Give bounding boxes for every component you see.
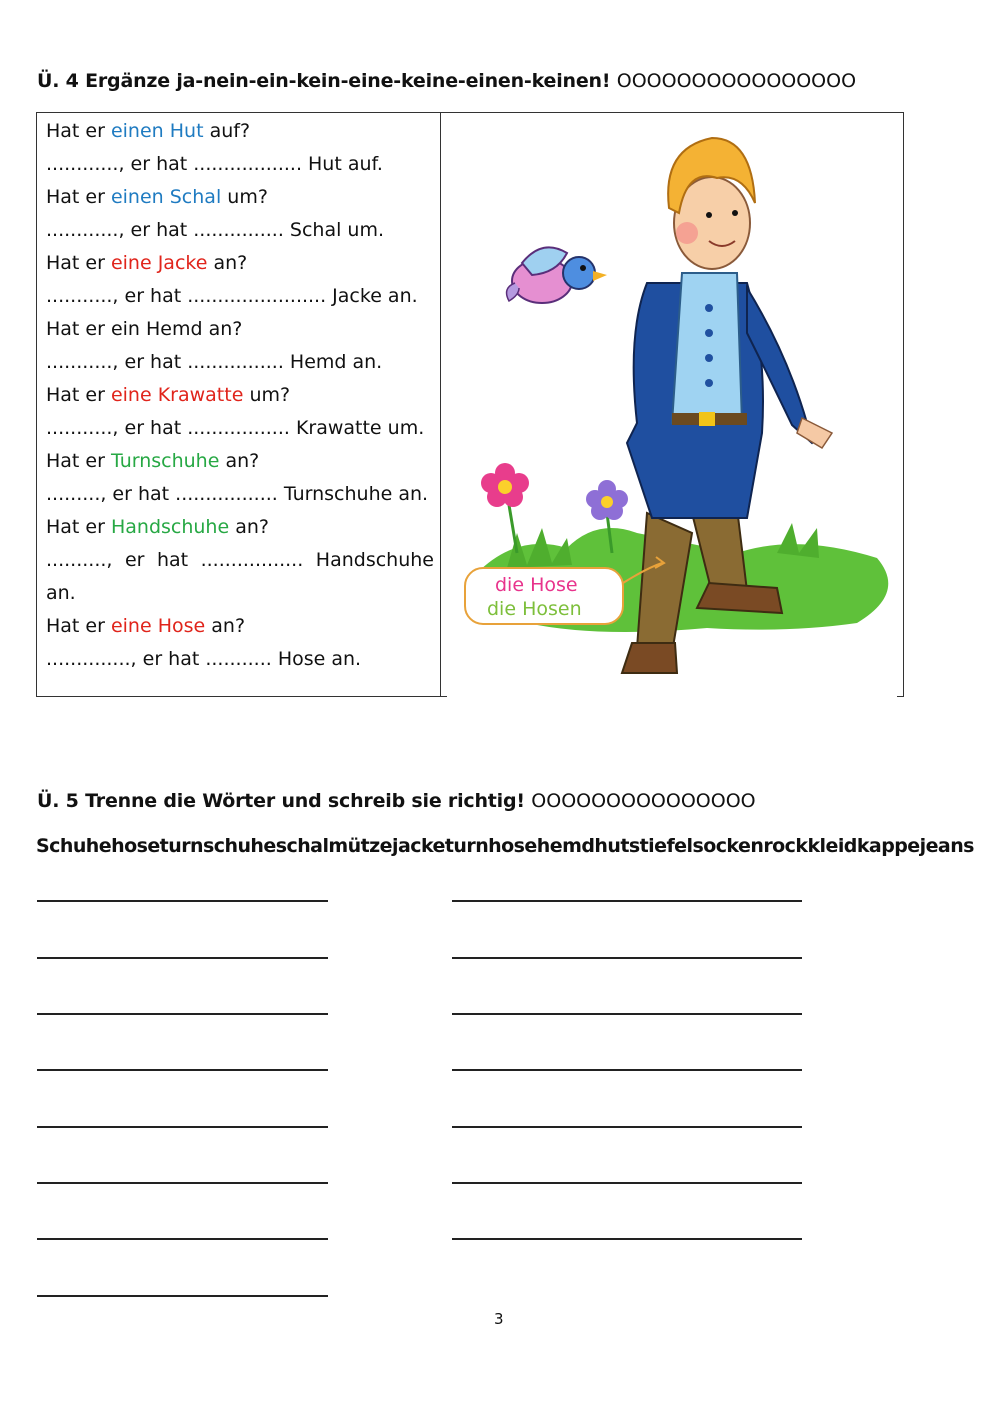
answer-line[interactable] xyxy=(37,1013,328,1015)
answer-line[interactable] xyxy=(452,1069,802,1071)
sentence-text: Hat er xyxy=(46,186,111,208)
answer-line[interactable] xyxy=(37,1182,328,1184)
exercise-5-heading xyxy=(37,790,756,812)
answer-line[interactable] xyxy=(452,1126,802,1128)
exercise-4-table xyxy=(36,112,904,697)
highlighted-noun: eine Krawatte xyxy=(110,384,244,406)
sentence-line xyxy=(46,610,434,643)
sentence-line: ..........., er hat ....................... Jacke an. xyxy=(46,285,418,307)
sentence-line xyxy=(46,544,434,577)
sentence-line xyxy=(46,181,434,214)
sentence-text: auf? xyxy=(203,120,251,142)
sentence-text: Hat er ein Hemd an? xyxy=(46,318,243,340)
sentence-line: ............, er hat ............... Schal um. xyxy=(46,219,385,241)
sentence-text: Hat er xyxy=(46,384,111,406)
sentence-line xyxy=(46,511,434,544)
sentence-line xyxy=(46,247,434,280)
sentence-word: Handschuhe xyxy=(315,549,434,571)
sentence-line: ..........., er hat ................ Hemd an. xyxy=(46,351,383,373)
sentence-line xyxy=(46,445,434,478)
highlighted-noun: einen Hut xyxy=(110,120,204,142)
word-snake: Schuhehoseturnschuheschalmützejacketurnhosehemdhutstiefelsockenrockkleidkappejeans xyxy=(36,835,974,857)
answer-line[interactable] xyxy=(37,1069,328,1071)
sentence-text: um? xyxy=(221,186,268,208)
sentence-text: an? xyxy=(229,516,269,538)
sentence-line: ........., er hat ................. Turnschuhe an. xyxy=(46,483,429,505)
answer-line[interactable] xyxy=(37,957,328,959)
highlighted-noun: einen Schal xyxy=(110,186,222,208)
sentence-text: an? xyxy=(219,450,260,472)
answer-line[interactable] xyxy=(452,957,802,959)
sentence-text: Hat er xyxy=(46,615,111,637)
answer-line[interactable] xyxy=(37,900,328,902)
highlighted-noun: Handschuhe xyxy=(110,516,230,538)
trousers-singular: die Hose xyxy=(495,574,578,596)
answer-line[interactable] xyxy=(37,1126,328,1128)
exercise-4-sentences xyxy=(46,115,434,676)
sentence-line: .............., er hat ........... Hose an. xyxy=(46,648,362,670)
sentence-word: .........., xyxy=(46,549,113,571)
bird-image xyxy=(507,247,607,303)
exercise-4-heading xyxy=(37,70,856,92)
answer-line[interactable] xyxy=(452,1238,802,1240)
flower-pink-image xyxy=(481,463,529,553)
highlighted-noun: Turnschuhe xyxy=(110,450,220,472)
page-number: 3 xyxy=(494,1310,504,1328)
sentence-text: an? xyxy=(207,252,248,274)
sentence-line: ..........., er hat ................. Krawatte um. xyxy=(46,417,425,439)
sentence-line xyxy=(46,115,434,148)
sentence-text: Hat er xyxy=(46,120,111,142)
sentence-text: an? xyxy=(205,615,246,637)
exercise-4-title: Ü. 4 Ergänze ja-nein-ein-kein-eine-keine-einen-keinen! xyxy=(37,70,611,92)
exercise-5-circles: OOOOOOOOOOOOOOO xyxy=(531,790,756,812)
highlighted-noun: eine Jacke xyxy=(110,252,208,274)
sentence-line xyxy=(46,379,434,412)
answer-line[interactable] xyxy=(452,1182,802,1184)
answer-line[interactable] xyxy=(452,1013,802,1015)
sentence-word: hat xyxy=(156,549,189,571)
answer-line[interactable] xyxy=(452,900,802,902)
trousers-plural: die Hosen xyxy=(487,598,582,620)
sentence-line: ............, er hat .................. Hut auf. xyxy=(46,153,383,175)
sentence-line: an. xyxy=(46,582,76,604)
sentence-line xyxy=(46,313,434,346)
sentence-word: er xyxy=(124,549,145,571)
sentence-text: Hat er xyxy=(46,450,111,472)
sentence-text: Hat er xyxy=(46,252,111,274)
sentence-text: Hat er xyxy=(46,516,111,538)
table-divider xyxy=(440,113,441,696)
highlighted-noun: eine Hose xyxy=(110,615,206,637)
sentence-word: ................. xyxy=(200,549,304,571)
sentence-text: um? xyxy=(243,384,291,406)
boy-illustration xyxy=(447,113,897,698)
exercise-4-circles: OOOOOOOOOOOOOOOO xyxy=(616,70,857,92)
exercise-5-title: Ü. 5 Trenne die Wörter und schreib sie richtig! xyxy=(37,790,525,812)
answer-line[interactable] xyxy=(37,1295,328,1297)
answer-line[interactable] xyxy=(37,1238,328,1240)
